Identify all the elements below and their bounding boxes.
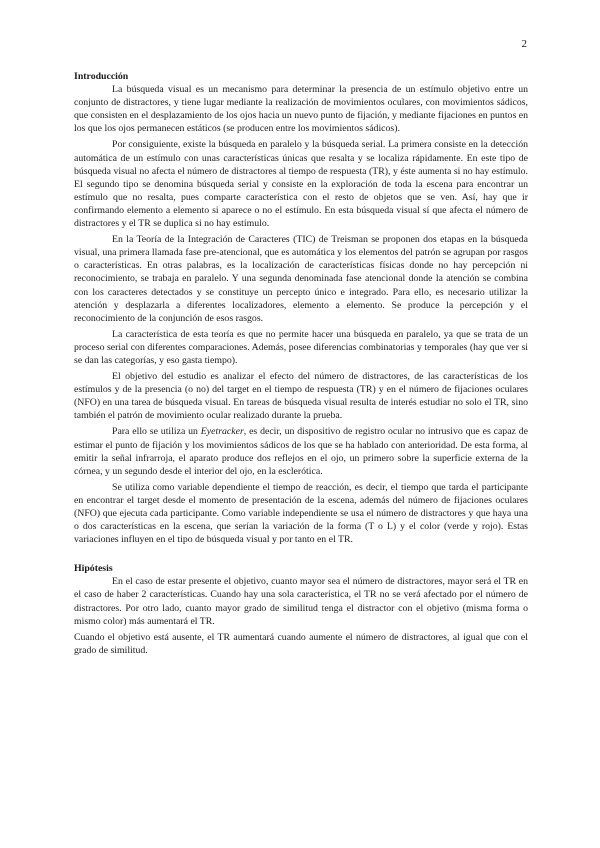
page-number: 2 [521,38,527,50]
intro-paragraph-7: Se utiliza como variable dependiente el tiempo de reacción, es decir, el tiempo que tarda el participante en encontrar el target desde el momento de presentación de la escena, además del número de fijaciones oculares (NFO) que ejecuta cada participante. Como variable independiente se usa el número de distractores y que haya una o dos características en la escena, que serían la variación de la forma (T o L) y el color (verde y rojo). Estas variaciones influyen en el tipo de búsqueda visual y por tanto en el TR. [74,481,528,546]
hypotheses-heading: Hipótesis [74,563,113,575]
hypotheses-paragraph-2: Cuando el objetivo está ausente, el TR aumentará cuando aumente el número de distractores, al igual que con el grado de similitud. [74,631,528,656]
paragraph-6-lead: Para ello se utiliza un [112,426,201,438]
section-spacer [74,549,528,562]
intro-paragraph-1: La búsqueda visual es un mecanismo para determinar la presencia de un estímulo objetivo entre un conjunto de distractores, y tiene lugar mediante la realización de movimientos oculares, con movimientos sádicos, que consisten en el desplazamiento de los ojos hacia un nuevo punto de fijación, y mediante fijaciones en puntos en los que los ojos permanecen estáticos (se producen entre los movimientos sádicos). [74,84,528,135]
hypotheses-paragraph-1: En el caso de estar presente el objetivo, cuanto mayor sea el número de distractores, mayor será el TR en el caso de haber 2 características. Cuando hay una sola característica, el TR no se verá afectado por el número de distractores. Por otro lado, cuanto mayor grado de similitud tenga el distractor con el objetivo (misma forma o mismo color) más aumentará el TR. [74,576,528,627]
intro-paragraph-4: La característica de esta teoría es que no permite hacer una búsqueda en paralelo, ya que se trata de un proceso serial con diferentes comparaciones. Además, posee diferencias combinatorias y temporales (hay que ver si se dan las categorías, y eso gasta tiempo). [74,328,528,366]
document-body [74,70,528,657]
eyetracker-term: Eyetracker [200,426,244,438]
intro-paragraph-3: En la Teoría de la Integración de Caracteres (TIC) de Treisman se proponen dos etapas en la búsqueda visual, una primera llamada fase pre-atencional, que es automática y los elementos del patrón se agrupan por rasgos o características. En otras palabras, es la localización de características físicas donde no hay percepción ni reconocimiento, se trabaja en paralelo. Y una segunda denominada fase atencional donde la atención se combina con los caracteres detectados y se constituye un percepto único e integrado. Para ello, es necesario utilizar la atención y desplazarla a diferentes localizadores, elemento a elemento. Se produce la percepción y el reconocimiento de la conjunción de esos rasgos. [74,234,528,324]
intro-paragraph-5: El objetivo del estudio es analizar el efecto del número de distractores, de las características de los estímulos y de la presencia (o no) del target en el tiempo de respuesta (TR) y en el número de fijaciones oculares (NFO) en una tarea de búsqueda visual. En tareas de búsqueda visual resulta de interés estudiar no solo el TR, sino también el patrón de movimiento ocular realizado durante la prueba. [74,371,528,422]
introduction-heading: Introducción [74,71,129,82]
intro-paragraph-6 [74,425,528,477]
intro-paragraph-2: Por consiguiente, existe la búsqueda en paralelo y la búsqueda serial. La primera consiste en la detección automática de un estímulo con unas características únicas que resalta y se localiza rápidamente. En este tipo de búsqueda visual no afecta el número de distractores al tiempo de respuesta (TR), y éste aumenta si no hay estímulo. El segundo tipo se denomina búsqueda serial y consiste en la exploración de toda la escena para encontrar un estímulo que no resalta, pues comparte característica con el resto de objetos que se ven. Así, hay que ir confirmando elemento a elemento si aparece o no el estímulo. En esta búsqueda visual sí que afecta el número de distractores y el TR se duplica si no hay estímulo. [74,139,528,230]
paragraph-6-rest: , es decir, un dispositivo de registro ocular no intrusivo que es capaz de estimar el punto de fijación y los movimientos sádicos de los que se ha hablado con anterioridad. De esta forma, al emitir la señal infrarroja, el aparato produce dos reflejos en el ojo, un primero sobre la superficie externa de la córnea, y un segundo desde el interior del ojo, en la esclerótica. [74,426,528,477]
